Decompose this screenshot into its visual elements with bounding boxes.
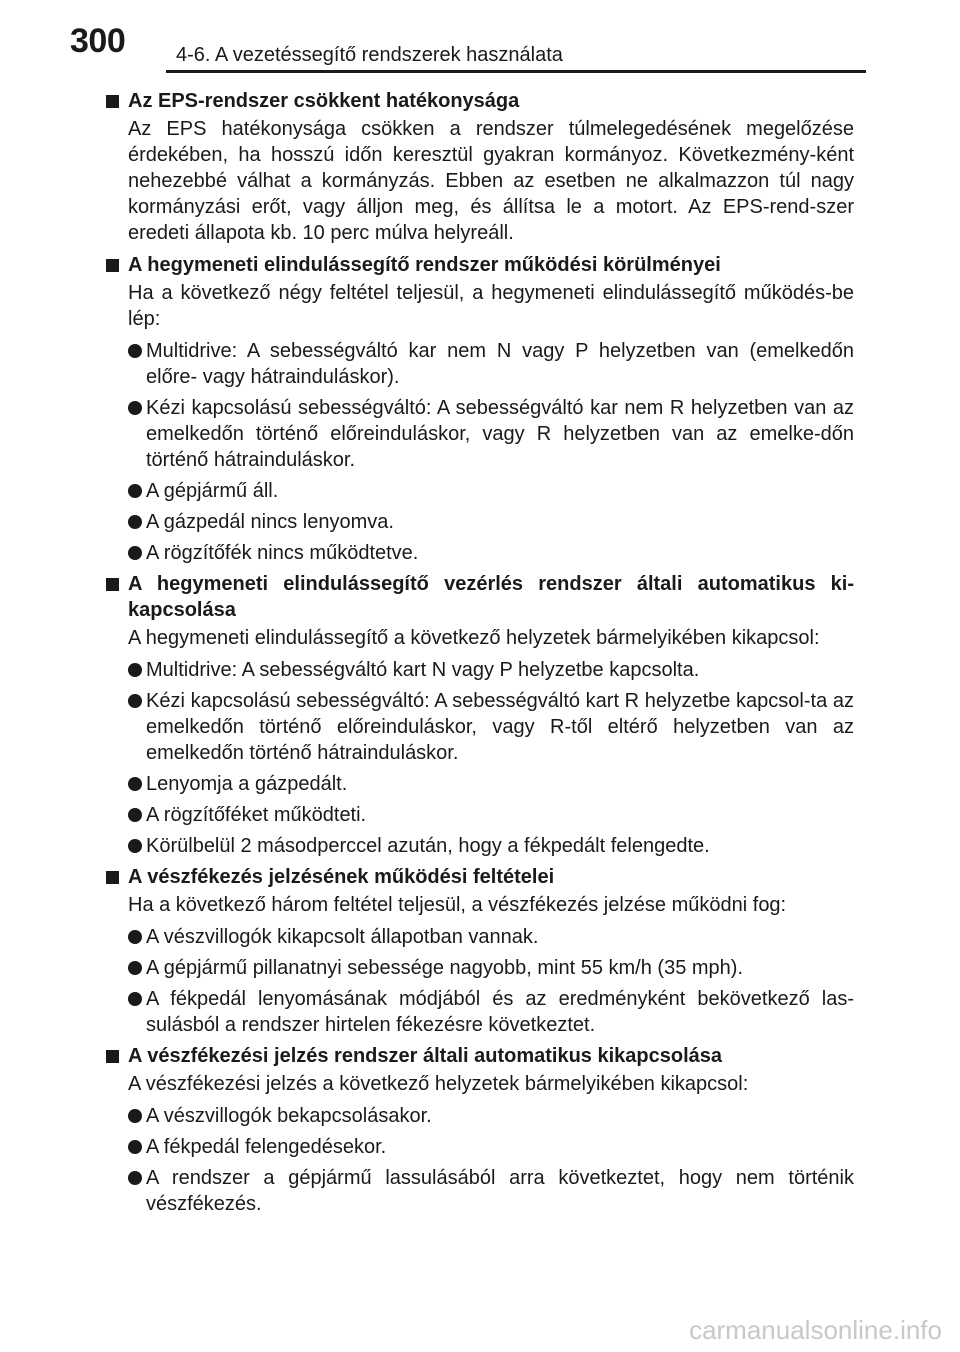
list-item-text: A gépjármű áll. (146, 480, 279, 502)
square-bullet-icon (106, 871, 119, 884)
round-bullet-icon (128, 839, 142, 853)
round-bullet-icon (128, 694, 142, 708)
list-item-text: Körülbelül 2 másodperccel azután, hogy a fékpedált felengedte. (146, 835, 710, 857)
section-paragraph: Ha a következő három feltétel teljesül, a vészfékezés jelzése működni fog: (128, 894, 787, 916)
list-item-text: Kézi kapcsolású sebességváltó: A sebességváltó kar nem R helyzetben van az emelkedőn történő előreinduláskor, vagy R helyzetben van az emelke-dőn történő hátrainduláskor. (146, 397, 854, 471)
bullet-list (104, 1103, 854, 1217)
square-bullet-icon (106, 578, 119, 591)
bullet-list (104, 657, 854, 859)
round-bullet-icon (128, 930, 142, 944)
list-item-text: A fékpedál lenyomásának módjából és az eredményként bekövetkező las-sulásból a rendszer hirtelen fékezésre következtet. (146, 988, 854, 1036)
list-item (104, 688, 854, 766)
bullet-list (104, 924, 854, 1038)
round-bullet-icon (128, 1109, 142, 1123)
square-bullet-icon (106, 1050, 119, 1063)
list-item (104, 540, 854, 566)
section-paragraph: A vészfékezési jelzés a következő helyzetek bármelyikében kikapcsol: (128, 1073, 749, 1095)
section-heading-text: A vészfékezés jelzésének működési feltételei (128, 866, 555, 888)
round-bullet-icon (128, 961, 142, 975)
list-item (104, 509, 854, 535)
section-heading-text: Az EPS-rendszer csökkent hatékonysága (128, 90, 520, 112)
section (104, 252, 854, 566)
list-item (104, 986, 854, 1038)
round-bullet-icon (128, 401, 142, 415)
section (104, 571, 854, 859)
list-item-text: Lenyomja a gázpedált. (146, 773, 348, 795)
list-item-text: A rendszer a gépjármű lassulásából arra következtet, hogy nem történik vészfékezés. (146, 1167, 854, 1215)
list-item (104, 1103, 854, 1129)
round-bullet-icon (128, 546, 142, 560)
section-heading-text: A vészfékezési jelzés rendszer általi automatikus kikapcsolása (128, 1045, 723, 1067)
section-heading (104, 1043, 854, 1069)
section (104, 88, 854, 246)
round-bullet-icon (128, 663, 142, 677)
watermark: carmanualsonline.info (689, 1315, 942, 1345)
round-bullet-icon (128, 808, 142, 822)
list-item-text: A vészvillogók bekapcsolásakor. (146, 1105, 432, 1127)
list-item-text: A rögzítőfék nincs működtetve. (146, 542, 419, 564)
list-item-text: Multidrive: A sebességváltó kar nem N vagy P helyzetben van (emelkedőn előre- vagy hátrainduláskor). (146, 340, 854, 388)
page-header (0, 0, 960, 80)
chapter-title: 4-6. A vezetéssegítő rendszerek használata (176, 44, 563, 66)
list-item (104, 478, 854, 504)
round-bullet-icon (128, 1140, 142, 1154)
list-item (104, 833, 854, 859)
round-bullet-icon (128, 344, 142, 358)
section-paragraph: Ha a következő négy feltétel teljesül, a hegymeneti elindulássegítő működés-be lép: (128, 282, 854, 330)
section-heading (104, 252, 854, 278)
list-item (104, 955, 854, 981)
section-paragraph: Az EPS hatékonysága csökken a rendszer túlmelegedésének megelőzése érdekében, ha hosszú időn keresztül gyakran kormányoz. Következmény-ként nehezebbé válhat a kormányzás. Ebben az esetben ne alkalmazzon túl nagy kormányzási erőt, vagy álljon meg, és állítsa le a motort. Az EPS-rend-szer eredeti állapota kb. 10 perc múlva helyreáll. (128, 118, 854, 244)
square-bullet-icon (106, 259, 119, 272)
section-heading-text: A hegymeneti elindulássegítő rendszer működési körülményei (128, 254, 721, 276)
list-item (104, 924, 854, 950)
section-paragraph: A hegymeneti elindulássegítő a következő helyzetek bármelyikében kikapcsol: (128, 627, 820, 649)
list-item (104, 802, 854, 828)
list-item (104, 338, 854, 390)
list-item-text: Kézi kapcsolású sebességváltó: A sebességváltó kart R helyzetbe kapcsol-ta az emelkedőn történő előreinduláskor, vagy R-től eltérő helyzetben van az emelkedőn történő hátrainduláskor. (146, 690, 854, 764)
list-item-text: A gépjármű pillanatnyi sebessége nagyobb, mint 55 km/h (35 mph). (146, 957, 744, 979)
list-item (104, 657, 854, 683)
section-heading (104, 88, 854, 114)
list-item (104, 771, 854, 797)
list-item-text: Multidrive: A sebességváltó kart N vagy P helyzetbe kapcsolta. (146, 659, 700, 681)
page-number: 300 (70, 22, 126, 60)
list-item (104, 1165, 854, 1217)
bullet-list (104, 338, 854, 566)
section (104, 864, 854, 1038)
round-bullet-icon (128, 515, 142, 529)
list-item-text: A vészvillogók kikapcsolt állapotban vannak. (146, 926, 539, 948)
page-content (104, 88, 854, 1222)
round-bullet-icon (128, 992, 142, 1006)
list-item (104, 395, 854, 473)
square-bullet-icon (106, 95, 119, 108)
list-item-text: A rögzítőféket működteti. (146, 804, 367, 826)
list-item (104, 1134, 854, 1160)
round-bullet-icon (128, 777, 142, 791)
header-rule (166, 70, 866, 73)
section-heading (104, 864, 854, 890)
section-heading-text: A hegymeneti elindulássegítő vezérlés rendszer általi automatikus ki-kapcsolása (128, 573, 854, 621)
section (104, 1043, 854, 1217)
list-item-text: A fékpedál felengedésekor. (146, 1136, 387, 1158)
round-bullet-icon (128, 1171, 142, 1185)
section-heading (104, 571, 854, 623)
list-item-text: A gázpedál nincs lenyomva. (146, 511, 394, 533)
round-bullet-icon (128, 484, 142, 498)
